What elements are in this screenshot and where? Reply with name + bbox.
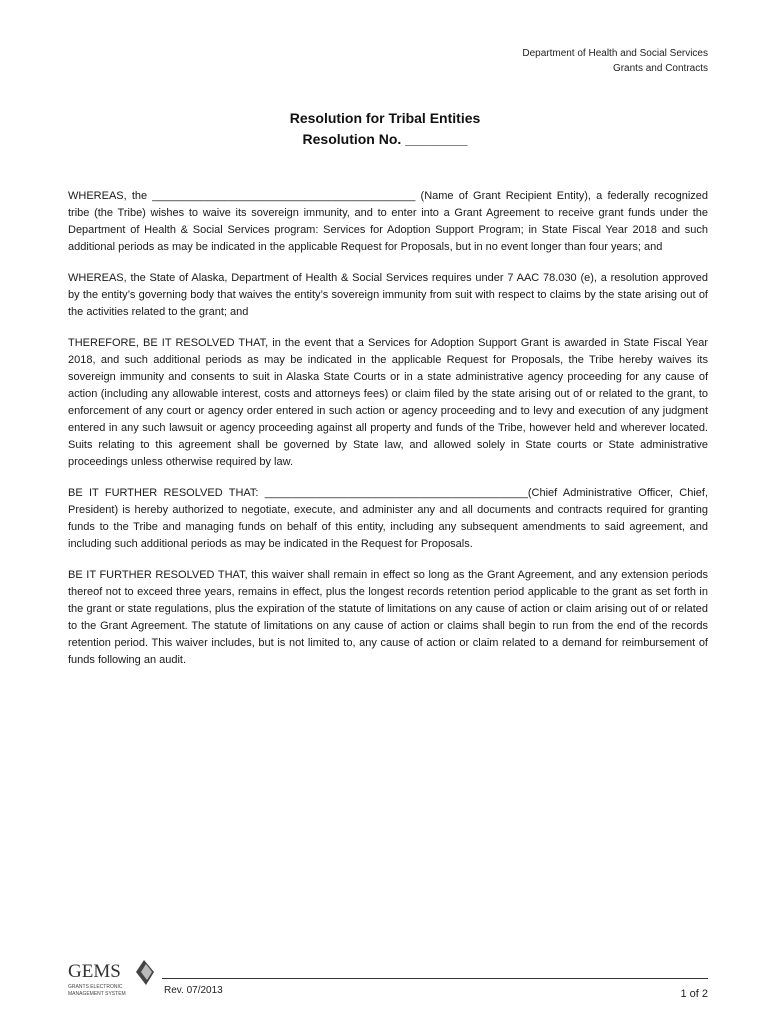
division-name: Grants and Contracts — [612, 63, 708, 74]
footer-divider — [162, 978, 708, 979]
logo-subtext-2: MANAGEMENT SYSTEM — [68, 991, 126, 997]
paragraph-whereas-2: WHEREAS, the State of Alaska, Department of Health & Social Services requires under 7 AAC 78.030 (e), a resolution approved by the entity’s governing body that waives the entity’s sovereign immunity from suit with respect to claims by the state arising out of the activities related to the grant; and — [68, 272, 708, 318]
logo-subtext-1: GRANTS ELECTRONIC — [68, 984, 123, 990]
page-number: 1 of 2 — [680, 988, 708, 1000]
resolution-number: Resolution No. ________ — [302, 131, 468, 147]
page-header — [522, 46, 708, 76]
paragraph-further-resolved-1: BE IT FURTHER RESOLVED THAT: ___________________________________________(Chief Administrative Officer, Chief, President) is hereby authorized to negotiate, execute, and administer any and all documents and contracts required for granting funds to the Tribe and managing funds on behalf of this entity, including any subsequent amendments to said agreement, and including such additional periods as may be indicated in the Request for Proposals. — [68, 487, 708, 550]
title-line-1: Resolution for Tribal Entities — [289, 110, 481, 126]
revision-date: Rev. 07/2013 — [164, 985, 223, 996]
paragraph-further-resolved-2: BE IT FURTHER RESOLVED THAT, this waiver shall remain in effect so long as the Grant Agreement, and any extension periods thereof not to exceed three years, remains in effect, plus the longest records retention period applicable to the grant as set forth in the grant or state regulations, plus the expiration of the statute of limitations on any cause of action or claim arising out of or related to the Grant Agreement. The statute of limitations on any cause of action or claims shall begin to run from the end of the records retention period. This waiver includes, but is not limited to, any cause of action or claim related to a demand for reimbursement of funds following an audit. — [68, 569, 708, 666]
paragraph-therefore: THEREFORE, BE IT RESOLVED THAT, in the event that a Services for Adoption Support Grant is awarded in State Fiscal Year 2018, and such additional periods as may be indicated in the applicable Request for Proposals, the Tribe hereby waives its sovereign immunity and consents to suit in Alaska State Courts or in a state administrative agency proceeding for any cause of action (including any allowable interest, costs and attorneys fees) or claim filed by the state arising out of or related to the grant, to enforcement of any court or agency order entered in such action or agency proceeding and to levy and execution of any judgment entered in any such lawsuit or agency proceeding against all property and funds of the Tribe, however held and wherever located. Suits relating to this agreement shall be governed by State law, and allowed solely in State courts or State administrative proceedings unless otherwise required by law. — [68, 337, 708, 468]
department-name: Department of Health and Social Services — [522, 48, 708, 59]
logo-wordmark: GEMS — [68, 961, 121, 982]
document-body — [68, 188, 708, 683]
paragraph-whereas-1: WHEREAS, the ___________________________________________ (Name of Grant Recipient Entity), a federally recognized tribe (the Tribe) wishes to waive its sovereign immunity, and to enter into a Grant Agreement to receive grant funds under the Department of Health & Social Services program: Services for Adoption Support Program; in State Fiscal Year 2018 and such additional periods as may be indicated in the applicable Request for Proposals, but in no event longer than four years; and — [68, 190, 708, 253]
document-title — [0, 108, 770, 150]
gems-logo — [66, 958, 156, 998]
